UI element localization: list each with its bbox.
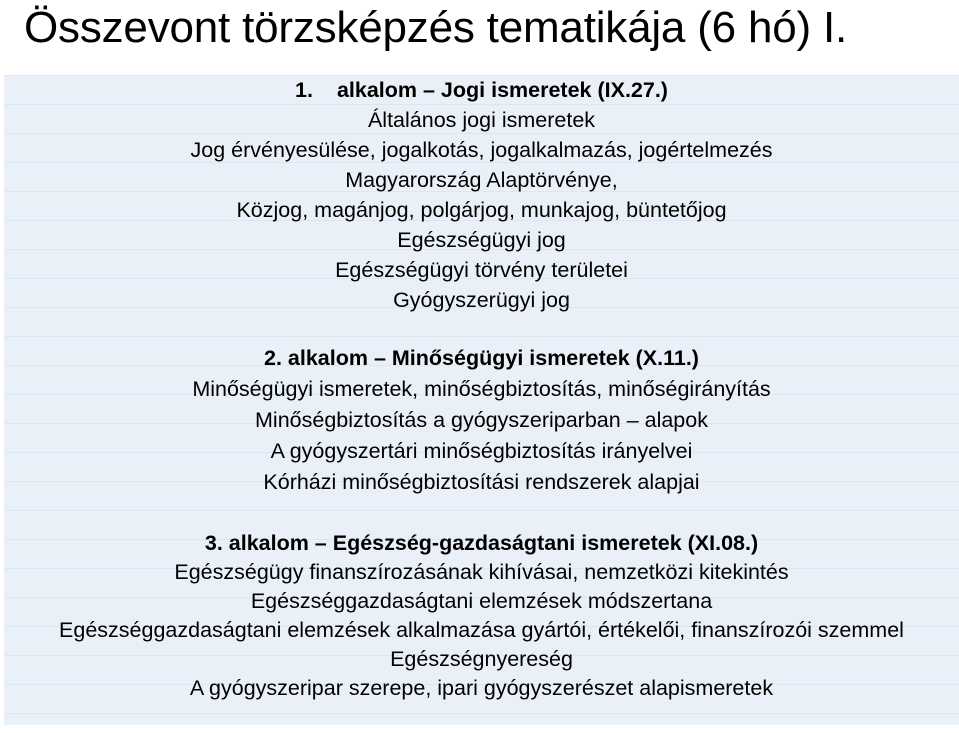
session-1-number: 1. <box>295 78 313 102</box>
session-2-item: Minőségügyi ismeretek, minőségbiztosítás, minőségirányítás <box>192 377 771 401</box>
session-2-heading: 2. alkalom – Minőségügyi ismeretek (X.11.) <box>264 346 699 370</box>
session-3-item: Egészségnyereség <box>390 647 573 671</box>
session-3-heading: 3. alkalom – Egészség-gazdaságtani ismeretek (XI.08.) <box>204 531 759 555</box>
session-1-heading-text: alkalom – Jogi ismeretek (IX.27.) <box>336 78 668 102</box>
session-3-item: Egészségügy finanszírozásának kihívásai, nemzetközi kitekintés <box>174 560 789 584</box>
session-1-item: Magyarország Alaptörvénye, <box>345 168 618 192</box>
session-1-item: Általános jogi ismeretek <box>367 108 596 132</box>
session-2-item: A gyógyszertári minőségbiztosítás irányelvei <box>270 439 693 463</box>
session-3-item: Egészséggazdaságtani elemzések alkalmazása gyártói, értékelői, finanszírozói szemmel <box>59 618 904 642</box>
session-3-item: A gyógyszeripar szerepe, ipari gyógyszerészet alapismeretek <box>189 676 774 700</box>
slide-title: Összevont törzsképzés tematikája (6 hó) I. <box>24 3 848 52</box>
session-2-item: Kórházi minőségbiztosítási rendszerek alapjai <box>263 470 700 494</box>
session-2-item: Minőségbiztosítás a gyógyszeriparban – alapok <box>255 408 708 432</box>
session-1-item: Közjog, magánjog, polgárjog, munkajog, büntetőjog <box>236 198 727 222</box>
session-3-item: Egészséggazdaságtani elemzések módszertana <box>250 589 713 613</box>
session-1-heading <box>4 75 959 105</box>
content-area <box>4 75 959 725</box>
session-1-item: Egészségügyi törvény területei <box>335 258 628 282</box>
session-1-item: Jog érvényesülése, jogalkotás, jogalkalmazás, jogértelmezés <box>190 138 773 162</box>
session-1-item: Egészségügyi jog <box>397 228 566 252</box>
session-1-item: Gyógyszerügyi jog <box>393 288 570 312</box>
